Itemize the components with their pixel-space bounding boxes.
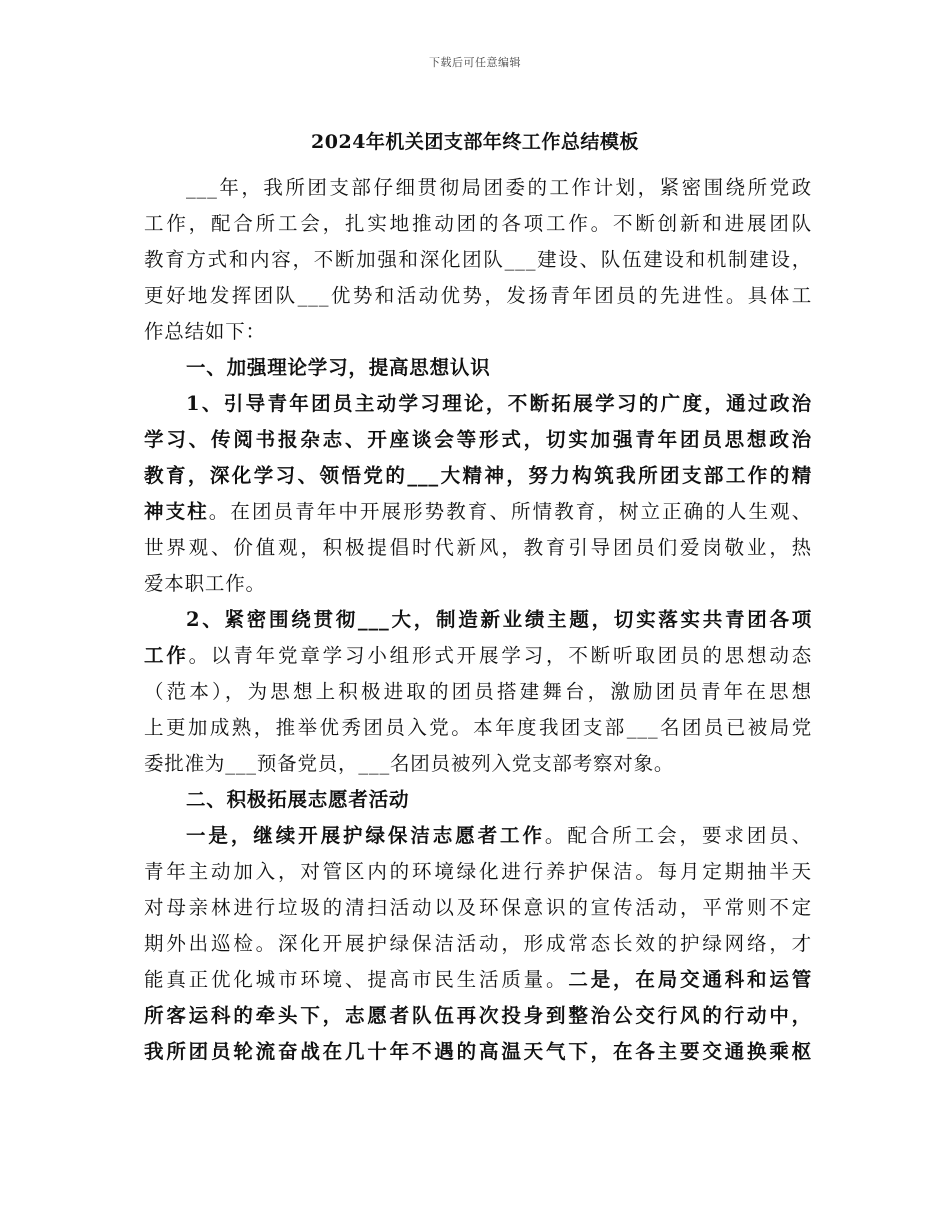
bold-text-segment: 一是，继续开展护绿保洁志愿者工作 [186, 824, 545, 847]
paragraph-line [144, 746, 812, 782]
document-title: 2024年机关团支部年终工作总结模板 [311, 131, 639, 153]
text-segment: 世界观、价值观，积极提倡时代新风，教育引导团员们爱岗敬业，热 [144, 536, 812, 559]
paragraph-line [144, 926, 812, 962]
paragraph-line [144, 638, 812, 674]
text-segment: 教育方式和内容，不断加强和深化团队___建设、队伍建设和机制建设， [144, 248, 812, 271]
text-segment: 更好地发挥团队___优势和活动优势，发扬青年团员的先进性。具体工 [144, 284, 812, 307]
bold-text-segment: 2、紧密围绕贯彻___大，制造新业绩主题，切实落实共青团各项 [186, 608, 812, 631]
document-body [144, 170, 812, 1070]
text-segment: 委批准为___预备党员，___名团员被列入党支部考察对象。 [144, 752, 675, 775]
paragraph-line [144, 242, 812, 278]
bold-text-segment: 教育，深化学习、领悟党的___大精神，努力构筑我所团支部工作的精 [144, 464, 812, 487]
text-segment: 对母亲林进行垃圾的清扫活动以及环保意识的宣传活动，平常则不定 [144, 896, 812, 919]
paragraph-line [144, 854, 812, 890]
paragraph-line [144, 314, 812, 350]
paragraph-line [144, 602, 812, 638]
paragraph-line [144, 710, 812, 746]
paragraph-line [144, 278, 812, 314]
bold-text-segment: 1、引导青年团员主动学习理论，不断拓展学习的广度，通过政治 [186, 392, 812, 415]
text-segment: 。以青年党章学习小组形式开展学习，不断听取团员的思想动态 [188, 644, 812, 667]
paragraph-line [144, 422, 812, 458]
text-segment: 上更加成熟，推举优秀团员入党。本年度我团支部___名团员已被局党 [144, 716, 812, 739]
paragraph-line [144, 494, 812, 530]
paragraph-line [144, 890, 812, 926]
paragraph-line [144, 962, 812, 998]
paragraph-line [144, 530, 812, 566]
bold-text-segment: 学习、传阅书报杂志、开座谈会等形式，切实加强青年团员思想政治 [144, 428, 812, 451]
text-segment: ___年，我所团支部仔细贯彻局团委的工作计划，紧密围绕所党政 [186, 176, 812, 199]
paragraph-line [144, 674, 812, 710]
text-segment: 作总结如下： [144, 320, 266, 343]
paragraph-line [144, 206, 812, 242]
paragraph-line [144, 458, 812, 494]
paragraph-line [144, 386, 812, 422]
bold-text-segment: 二、积极拓展志愿者活动 [186, 788, 410, 811]
text-segment: 爱本职工作。 [144, 572, 266, 595]
paragraph-line [144, 998, 812, 1034]
text-segment: 青年主动加入，对管区内的环境绿化进行养护保洁。每月定期抽半天 [144, 860, 812, 883]
bold-text-segment: 所客运科的牵头下，志愿者队伍再次投身到整治公交行风的行动中， [144, 1004, 812, 1027]
text-segment: 能真正优化城市环境、提高市民生活质量。 [144, 968, 569, 991]
text-segment: 。配合所工会，要求团员、 [544, 824, 812, 847]
bold-text-segment: 工作 [144, 644, 189, 667]
bold-text-segment: 我所团员轮流奋战在几十年不遇的高温天气下，在各主要交通换乘枢 [144, 1040, 812, 1063]
paragraph-line [144, 170, 812, 206]
text-segment: （范本），为思想上积极进取的团员搭建舞台，激励团员青年在思想 [144, 680, 812, 703]
paragraph-line [144, 350, 812, 386]
text-segment: 期外出巡检。深化开展护绿保洁活动，形成常态长效的护绿网络，才 [144, 932, 812, 955]
text-segment: 。在团员青年中开展形势教育、所情教育，树立正确的人生观、 [208, 500, 812, 523]
paragraph-line [144, 818, 812, 854]
bold-text-segment: 二是，在局交通科和运管 [568, 968, 812, 991]
paragraph-line [144, 566, 812, 602]
bold-text-segment: 一、加强理论学习，提高思想认识 [186, 356, 491, 379]
page-header-note: 下载后可任意编辑 [429, 56, 521, 69]
paragraph-line [144, 782, 812, 818]
paragraph-line [144, 1034, 812, 1070]
text-segment: 工作，配合所工会，扎实地推动团的各项工作。不断创新和进展团队 [144, 212, 812, 235]
bold-text-segment: 神支柱 [144, 500, 209, 523]
